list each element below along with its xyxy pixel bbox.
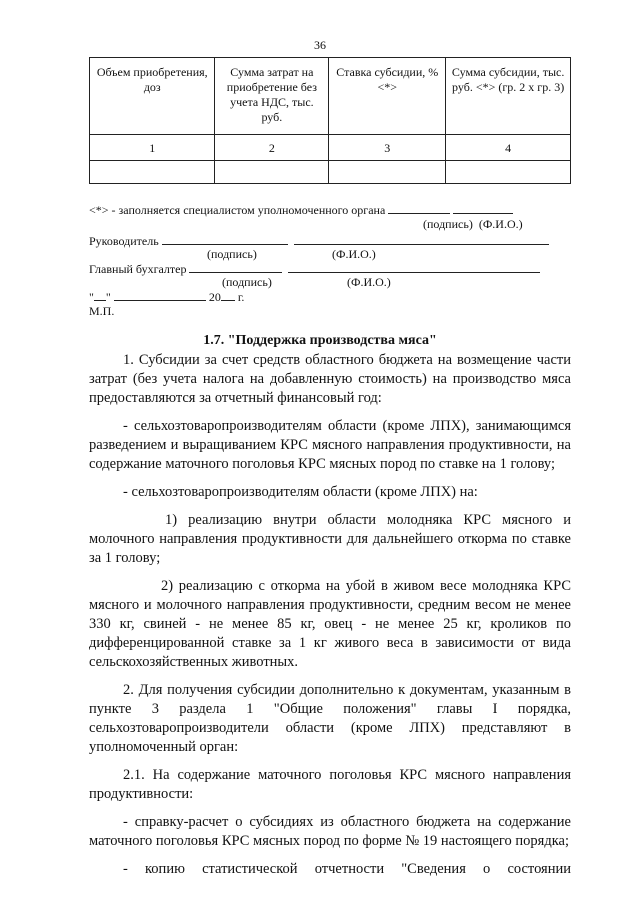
year-prefix: 20	[208, 290, 221, 304]
page-number: 36	[314, 38, 326, 52]
paragraph: 2. Для получения субсидии дополнительно к документам, указанным в пункте 3 раздела 1 "Общие положения" главы I порядка, сельхозтоваропроизводители области (кроме ЛПХ) представляют в уполномоченный орган:	[89, 682, 571, 755]
paragraph: 2) реализацию с откорма на убой в живом весе молодняка КРС мясного и молочного направления продуктивности, средним весом не менее 330 кг, свиней - не менее 85 кг, овец - не менее 25 кг, кроликов по дифференцированной ставке за 1 кг живого веса в зависимости от вида сельскохозяйственных животных.	[89, 578, 571, 670]
accountant-signature-line	[89, 262, 540, 276]
table-number-cell: 1	[90, 135, 215, 161]
head-name-blank	[294, 234, 549, 245]
paragraph: 1. Субсидии за счет средств областного бюджета на возмещение части затрат (без учета налога на добавленную стоимость) на производство мяса предоставляются за отчетный финансовый год:	[89, 352, 571, 406]
table-empty-cell	[329, 161, 446, 184]
accountant-signature-blank	[189, 262, 282, 273]
table-empty-cell	[90, 161, 215, 184]
paragraph: 2.1. На содержание маточного поголовья КРС мясного направления продуктивности:	[89, 767, 571, 802]
table-number-row	[90, 135, 571, 161]
paragraph: - сельхозтоваропроизводителям области (кроме ЛПХ) на:	[123, 484, 478, 500]
accountant-label: Главный бухгалтер	[89, 262, 187, 276]
footnote-text: <*> - заполняется специалистом уполномоченного органа	[89, 203, 386, 217]
head-sign-caption: (подпись)	[207, 247, 257, 261]
footnote-line	[89, 203, 513, 217]
table-number-cell: 3	[329, 135, 446, 161]
accountant-name-blank	[288, 262, 540, 273]
paragraph: - сельхозтоваропроизводителям области (кроме ЛПХ), занимающимся разведением и выращиванием КРС мясного направления продуктивности, на содержание маточного поголовья КРС мясных пород по ставке на 1 голову;	[89, 418, 571, 472]
table-header-row	[90, 58, 571, 135]
year-blank	[221, 290, 235, 301]
year-suffix: г.	[237, 290, 245, 304]
stamp-label: М.П.	[89, 304, 115, 318]
table-header-cell: Сумма затрат на приобретение без учета НДС, тыс. руб.	[215, 58, 329, 135]
accountant-sign-caption: (подпись)	[222, 275, 272, 289]
table-header-cell: Объем приобретения, доз	[90, 58, 215, 135]
head-signature-line	[89, 234, 549, 248]
name-blank	[453, 203, 513, 214]
table-number-cell: 4	[446, 135, 571, 161]
subsidy-table	[89, 57, 571, 184]
day-blank	[94, 290, 106, 301]
fio-caption: (Ф.И.О.)	[478, 217, 523, 231]
section-title: 1.7. "Поддержка производства мяса"	[203, 333, 437, 348]
table-empty-row	[90, 161, 571, 184]
accountant-fio-caption: (Ф.И.О.)	[347, 275, 391, 289]
table-header-cell: Сумма субсидии, тыс. руб. <*> (гр. 2 х гр. 3)	[446, 58, 571, 135]
table-empty-cell	[215, 161, 329, 184]
month-blank	[114, 290, 206, 301]
table-number-cell: 2	[215, 135, 329, 161]
footnote-captions	[423, 217, 523, 231]
signature-blank	[388, 203, 450, 214]
paragraph: - копию статистической отчетности "Сведения о состоянии	[123, 861, 571, 877]
head-label: Руководитель	[89, 234, 159, 248]
signature-caption: (подпись)	[423, 217, 473, 231]
paragraph: - справку-расчет о субсидиях из областного бюджета на содержание маточного поголовья КРС мясных пород по форме № 19 настоящего порядка;	[89, 814, 571, 849]
date-line: " " 20 г.	[89, 290, 245, 304]
paragraph: 1) реализацию внутри области молодняка КРС мясного и молочного направления продуктивности для дальнейшего откорма по ставке за 1 голову;	[89, 512, 571, 566]
head-signature-blank	[162, 234, 288, 245]
table-empty-cell	[446, 161, 571, 184]
head-fio-caption: (Ф.И.О.)	[332, 247, 376, 261]
section-body	[89, 351, 571, 888]
table-header-cell: Ставка субсидии, % <*>	[329, 58, 446, 135]
